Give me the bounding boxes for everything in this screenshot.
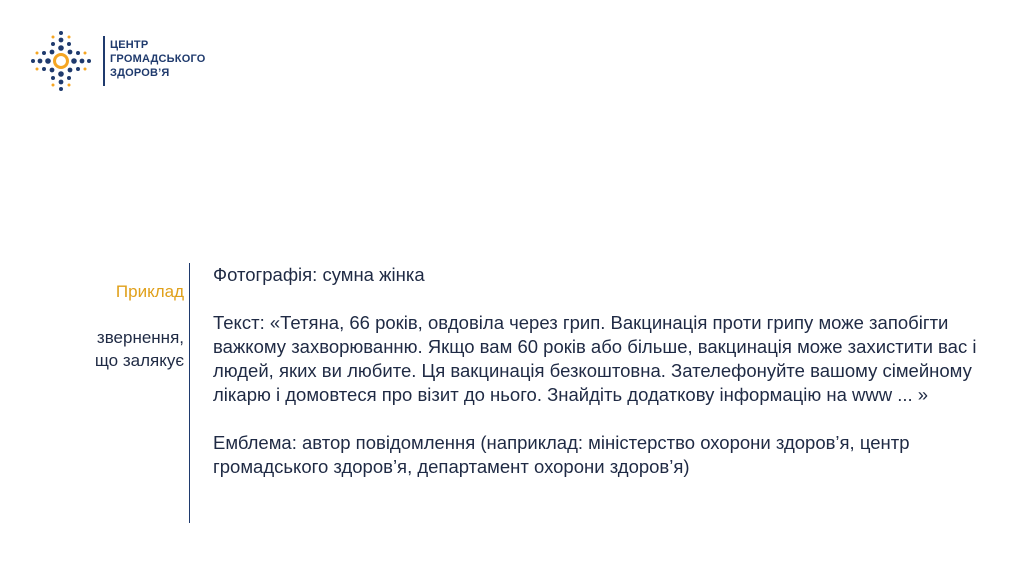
logo-mark-icon [30, 30, 92, 92]
slide-caption [95, 280, 184, 372]
photo-description: Фотографія: сумна жінка [213, 264, 425, 285]
logo [30, 30, 230, 92]
caption-subtitle: звернення, що залякує [94, 328, 184, 370]
caption-title: Приклад [115, 282, 184, 301]
emblem-description: Емблема: автор повідомлення (наприклад: міністерство охорони здоров’я, центр громадського здоров’я, департамент охорони здоров’я) [213, 432, 910, 477]
vertical-divider [189, 263, 190, 523]
logo-text [110, 38, 206, 80]
message-text: Текст: «Тетяна, 66 років, овдовіла через грип. Вакцинація проти грипу може запобігти важкому захворюванню. Якщо вам 60 років або більше, вакцинація може захистити вас і людей, яких ви любите. Ця вакцинація безкоштовна. Зателефонуйте вашому сімейному лікарю і домовтеся про візит до нього. Знайдіть додаткову інформацію на www ... » [213, 312, 977, 405]
slide-content [213, 263, 1003, 479]
logo-line-3: ЗДОРОВ’Я [110, 67, 170, 79]
logo-line-1: ЦЕНТР [110, 39, 149, 51]
logo-divider [103, 36, 105, 86]
logo-line-2: ГРОМАДСЬКОГО [110, 53, 206, 65]
